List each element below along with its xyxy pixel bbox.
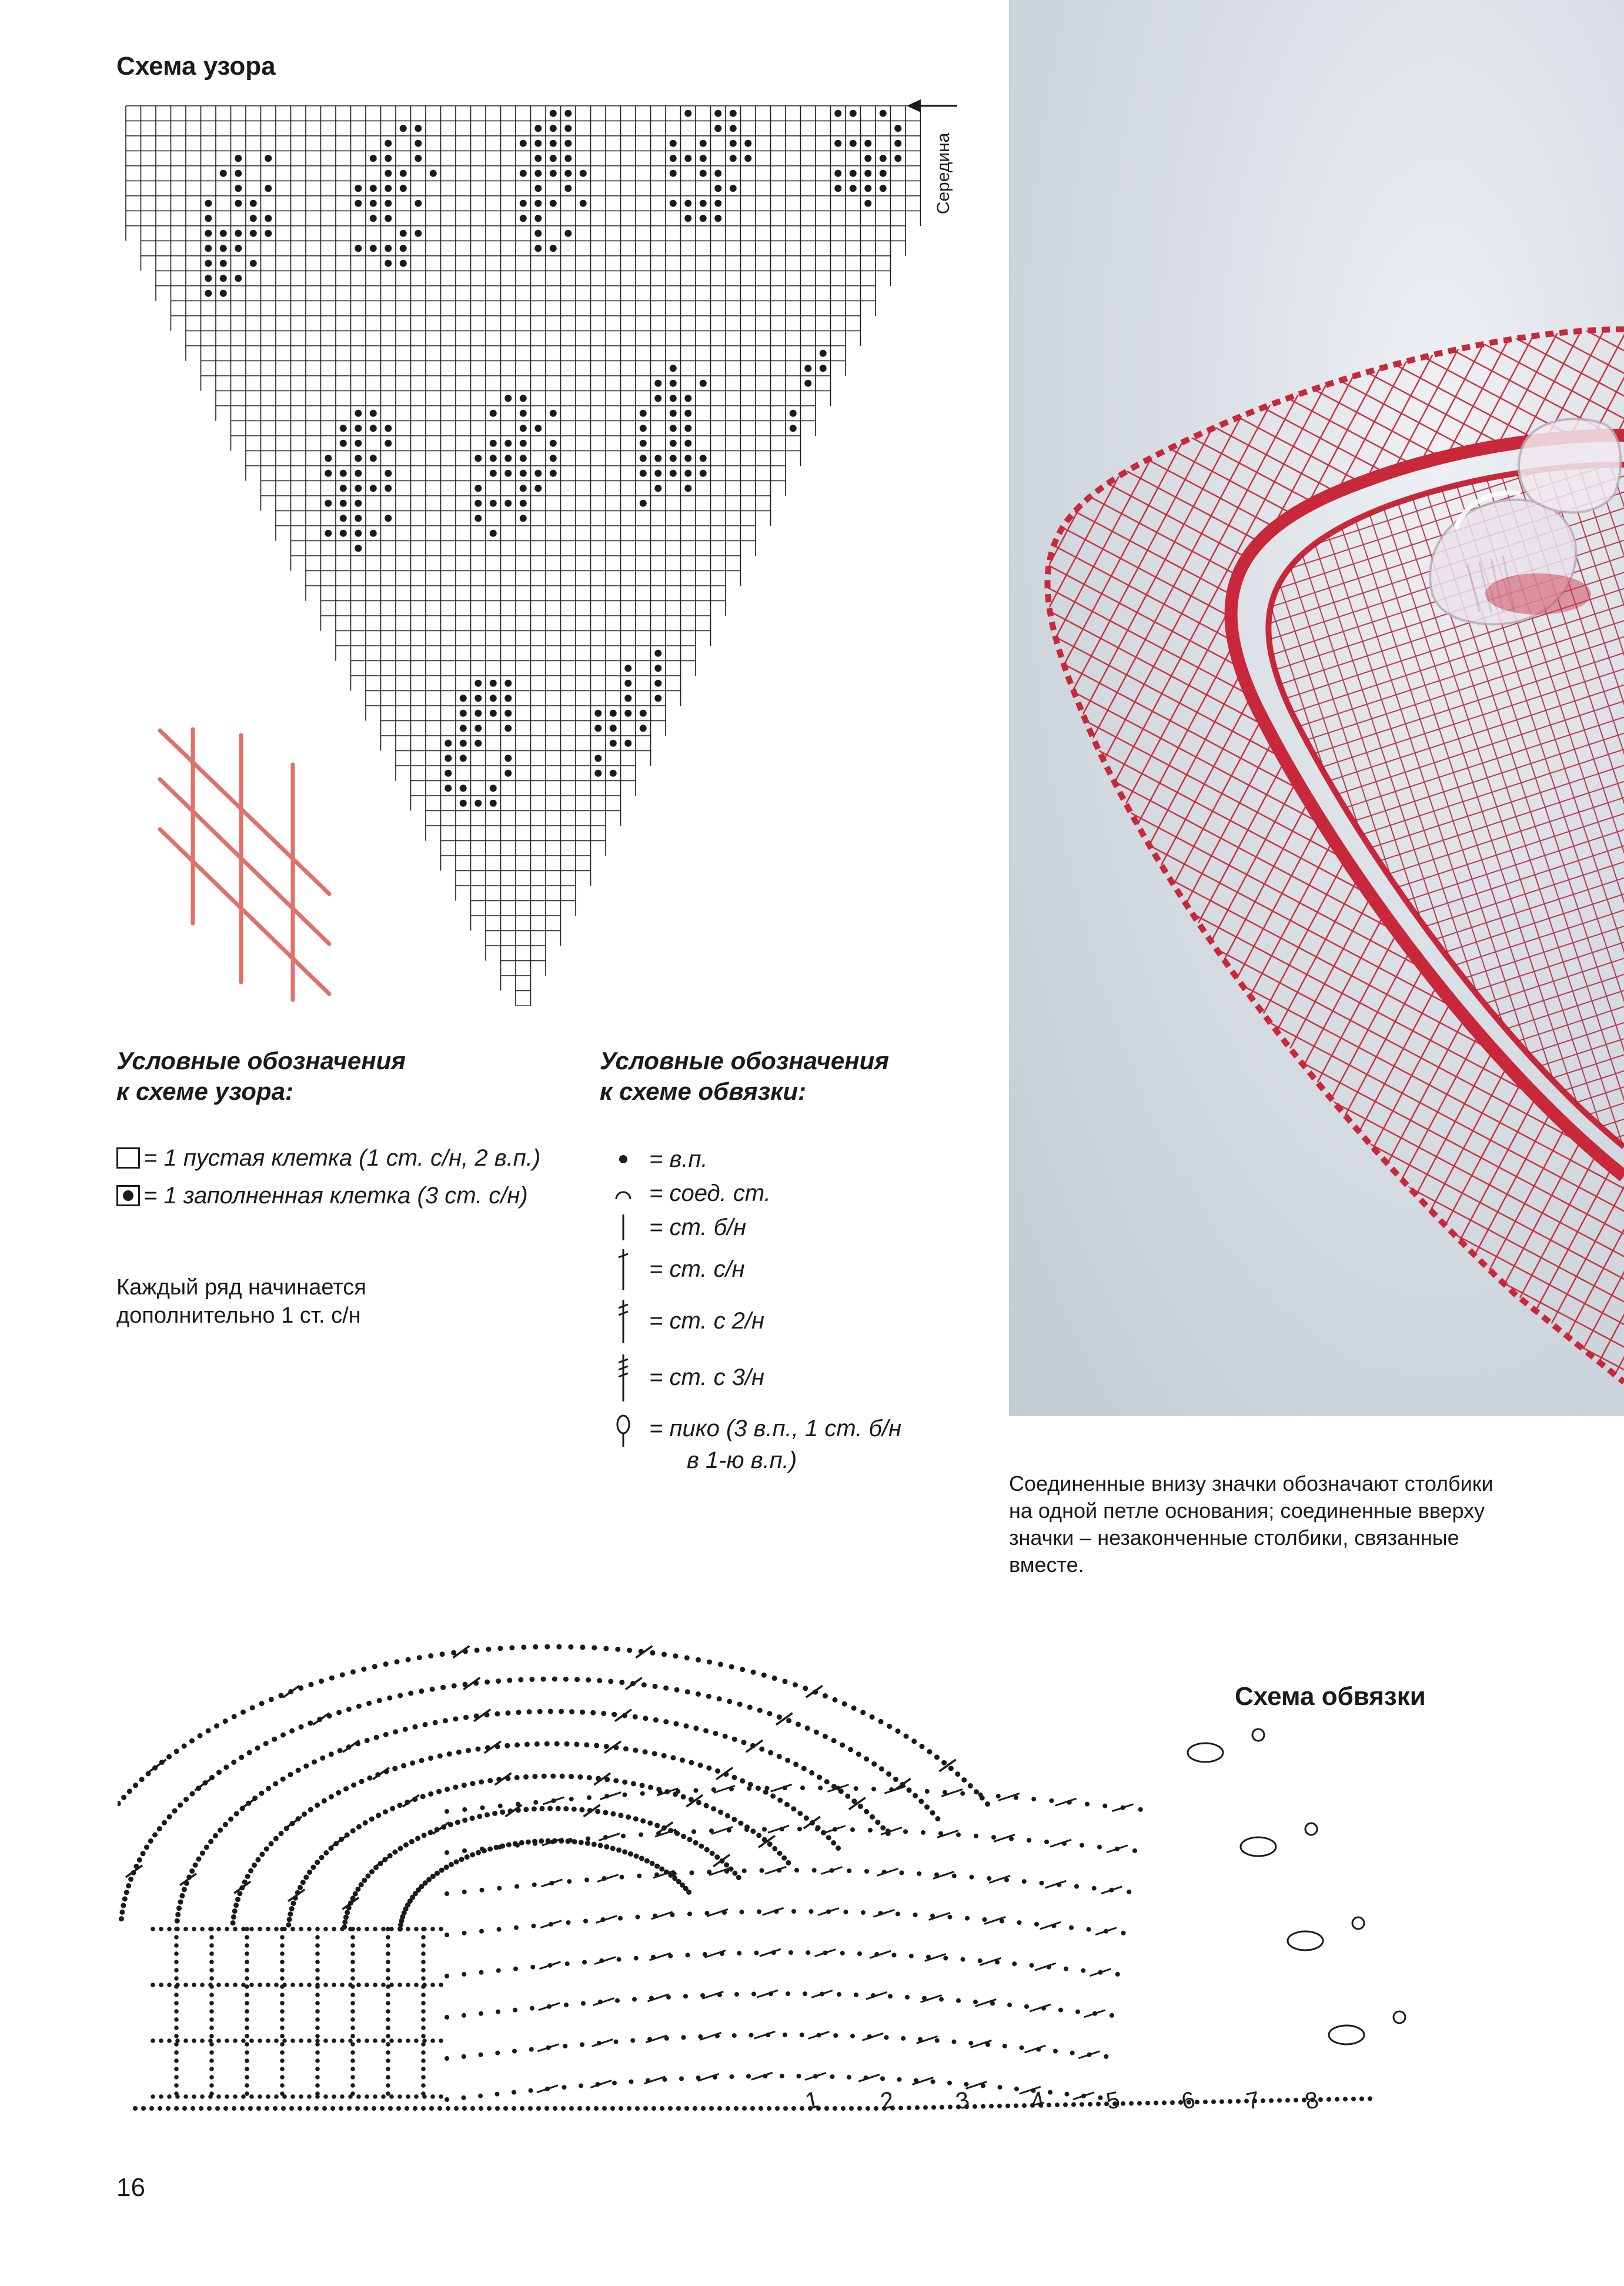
legend-tr	[606, 1294, 901, 1348]
picot-icon	[611, 1413, 635, 1450]
legend-dtr	[606, 1348, 901, 1407]
rows-note-line1: Каждый ряд начинается	[116, 1275, 366, 1300]
legend-pattern-title-line1: Условные обозначения	[116, 1047, 406, 1074]
legend-empty-cell-label: = 1 пустая клетка (1 ст. с/н, 2 в.п.)	[143, 1144, 541, 1171]
rows-note	[116, 1273, 366, 1330]
double-crochet-icon	[611, 1246, 635, 1293]
red-doily-image	[1009, 0, 1624, 1416]
chain-dot-icon	[611, 1147, 635, 1171]
joined-note-line2: на одной петле основания; соединенные вверху	[1009, 1499, 1485, 1523]
joined-note-line4: вместе.	[1009, 1553, 1084, 1577]
legend-dc	[606, 1244, 901, 1294]
legend-pattern-items	[116, 1141, 540, 1213]
row-number: 5	[1104, 2087, 1122, 2115]
legend-sc	[606, 1210, 901, 1244]
row-number: 4	[1028, 2087, 1047, 2115]
legend-edging-items	[606, 1142, 901, 1476]
legend-chain-label: = в.п.	[649, 1146, 708, 1172]
edging-title: Схема обвязки	[1235, 1682, 1426, 1711]
legend-slip	[606, 1176, 901, 1210]
rows-note-line2: дополнительно 1 ст. с/н	[116, 1303, 361, 1328]
edging-row-numbers	[782, 2088, 1341, 2123]
legend-slip-label: = соед. ст.	[649, 1180, 771, 1206]
legend-picot-line1: = пико (3 в.п., 1 ст. б/н	[649, 1416, 902, 1441]
single-crochet-icon	[611, 1211, 635, 1244]
legend-dtr-label: = ст. с 3/н	[649, 1364, 765, 1390]
double-treble-icon	[611, 1351, 635, 1404]
legend-empty-cell	[116, 1141, 540, 1175]
legend-tr-label: = ст. с 2/н	[649, 1307, 765, 1334]
row-number: 8	[1302, 2087, 1321, 2115]
slip-stitch-icon	[611, 1182, 635, 1205]
row-number: 1	[803, 2087, 821, 2115]
legend-filled-cell-label: = 1 заполненная клетка (3 ст. с/н)	[143, 1182, 528, 1209]
legend-edging-title-line1: Условные обозначения	[600, 1047, 890, 1074]
edging-chart	[118, 1553, 1411, 2141]
legend-filled-cell	[116, 1179, 540, 1213]
treble-crochet-icon	[611, 1296, 635, 1346]
middle-label-wrap	[926, 124, 961, 223]
legend-pattern-title	[116, 1046, 406, 1107]
middle-label: Середина	[934, 132, 953, 215]
legend-dc-label: = ст. с/н	[649, 1256, 745, 1282]
row-number: 3	[953, 2087, 972, 2115]
row-number: 7	[1244, 2087, 1262, 2115]
legend-pattern-title-line2: к схеме узора:	[116, 1077, 293, 1105]
legend-edging-title	[600, 1046, 889, 1107]
row-number: 2	[878, 2087, 897, 2115]
doily-photo	[1009, 0, 1624, 1416]
legend-chain	[606, 1142, 901, 1176]
row-number: 6	[1179, 2087, 1198, 2115]
legend-picot-line2: в 1-ю в.п.)	[687, 1447, 797, 1473]
legend-sc-label: = ст. б/н	[649, 1214, 747, 1240]
page-number: 16	[116, 2173, 145, 2202]
joined-note-line3: значки – незаконченные столбики, связанные	[1009, 1526, 1459, 1550]
legend-edging-title-line2: к схеме обвязки:	[600, 1077, 807, 1105]
red-grid-lines-illustration	[153, 717, 341, 1012]
filled-cell-icon	[116, 1185, 140, 1206]
legend-picot	[606, 1413, 901, 1476]
legend-picot-label	[649, 1413, 901, 1476]
middle-arrow-icon	[905, 94, 958, 118]
pattern-title: Схема узора	[116, 52, 276, 81]
empty-cell-icon	[116, 1147, 140, 1169]
joined-note-line1: Соединенные внизу значки обозначают столбики	[1009, 1471, 1493, 1496]
